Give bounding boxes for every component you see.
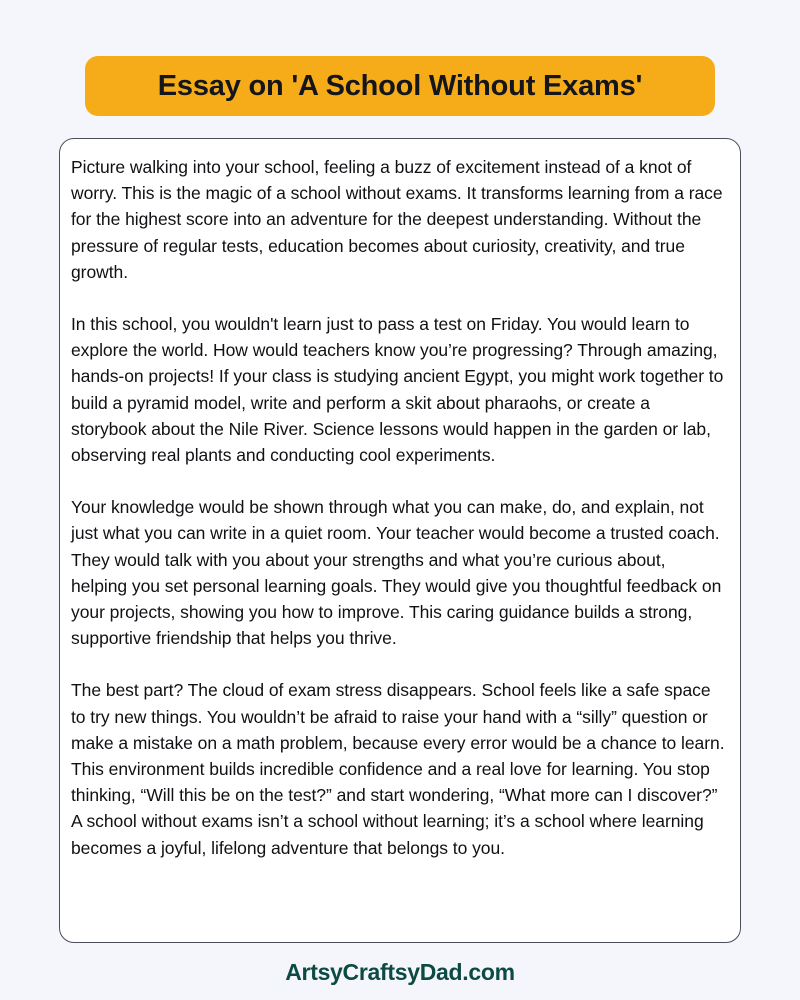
title-banner xyxy=(85,56,715,116)
essay-paragraph-4: The best part? The cloud of exam stress disappears. School feels like a safe space to try new things. You wouldn’t be afraid to raise your hand with a “silly” question or make a mistake on a math problem, because every error would be a chance to learn. This environment builds incredible confidence and a real love for learning. You stop thinking, “Will this be on the test?” and start wondering, “What more can I discover?” A school without exams isn’t a school without learning; it’s a school where learning becomes a joyful, lifelong adventure that belongs to you. xyxy=(71,680,725,858)
essay-paragraph-2: In this school, you wouldn't learn just to pass a test on Friday. You would learn to explore the world. How would teachers know you’re progressing? Through amazing, hands-on projects! If your class is studying ancient Egypt, you might work together to build a pyramid model, write and perform a skit about pharaohs, or create a storybook about the Nile River. Science lessons would happen in the garden or lab, observing real plants and conducting cool experiments. xyxy=(71,314,724,466)
essay-body xyxy=(71,154,726,861)
page-title: Essay on 'A School Without Exams' xyxy=(157,69,643,102)
essay-paragraph-1: Picture walking into your school, feeling a buzz of excitement instead of a knot of worry. This is the magic of a school without exams. It transforms learning from a race for the highest score into an adventure for the deepest understanding. Without the pressure of regular tests, education becomes about curiosity, creativity, and true growth. xyxy=(71,157,723,282)
footer-brand: ArtsyCraftsyDad.com xyxy=(285,959,515,985)
essay-card xyxy=(59,138,741,943)
essay-paragraph-3: Your knowledge would be shown through what you can make, do, and explain, not just what you can write in a quiet room. Your teacher would become a trusted coach. They would talk with you about your strengths and what you’re curious about, helping you set personal learning goals. They would give you thoughtful feedback on your projects, showing you how to improve. This caring guidance builds a strong, supportive friendship that helps you thrive. xyxy=(71,497,722,649)
